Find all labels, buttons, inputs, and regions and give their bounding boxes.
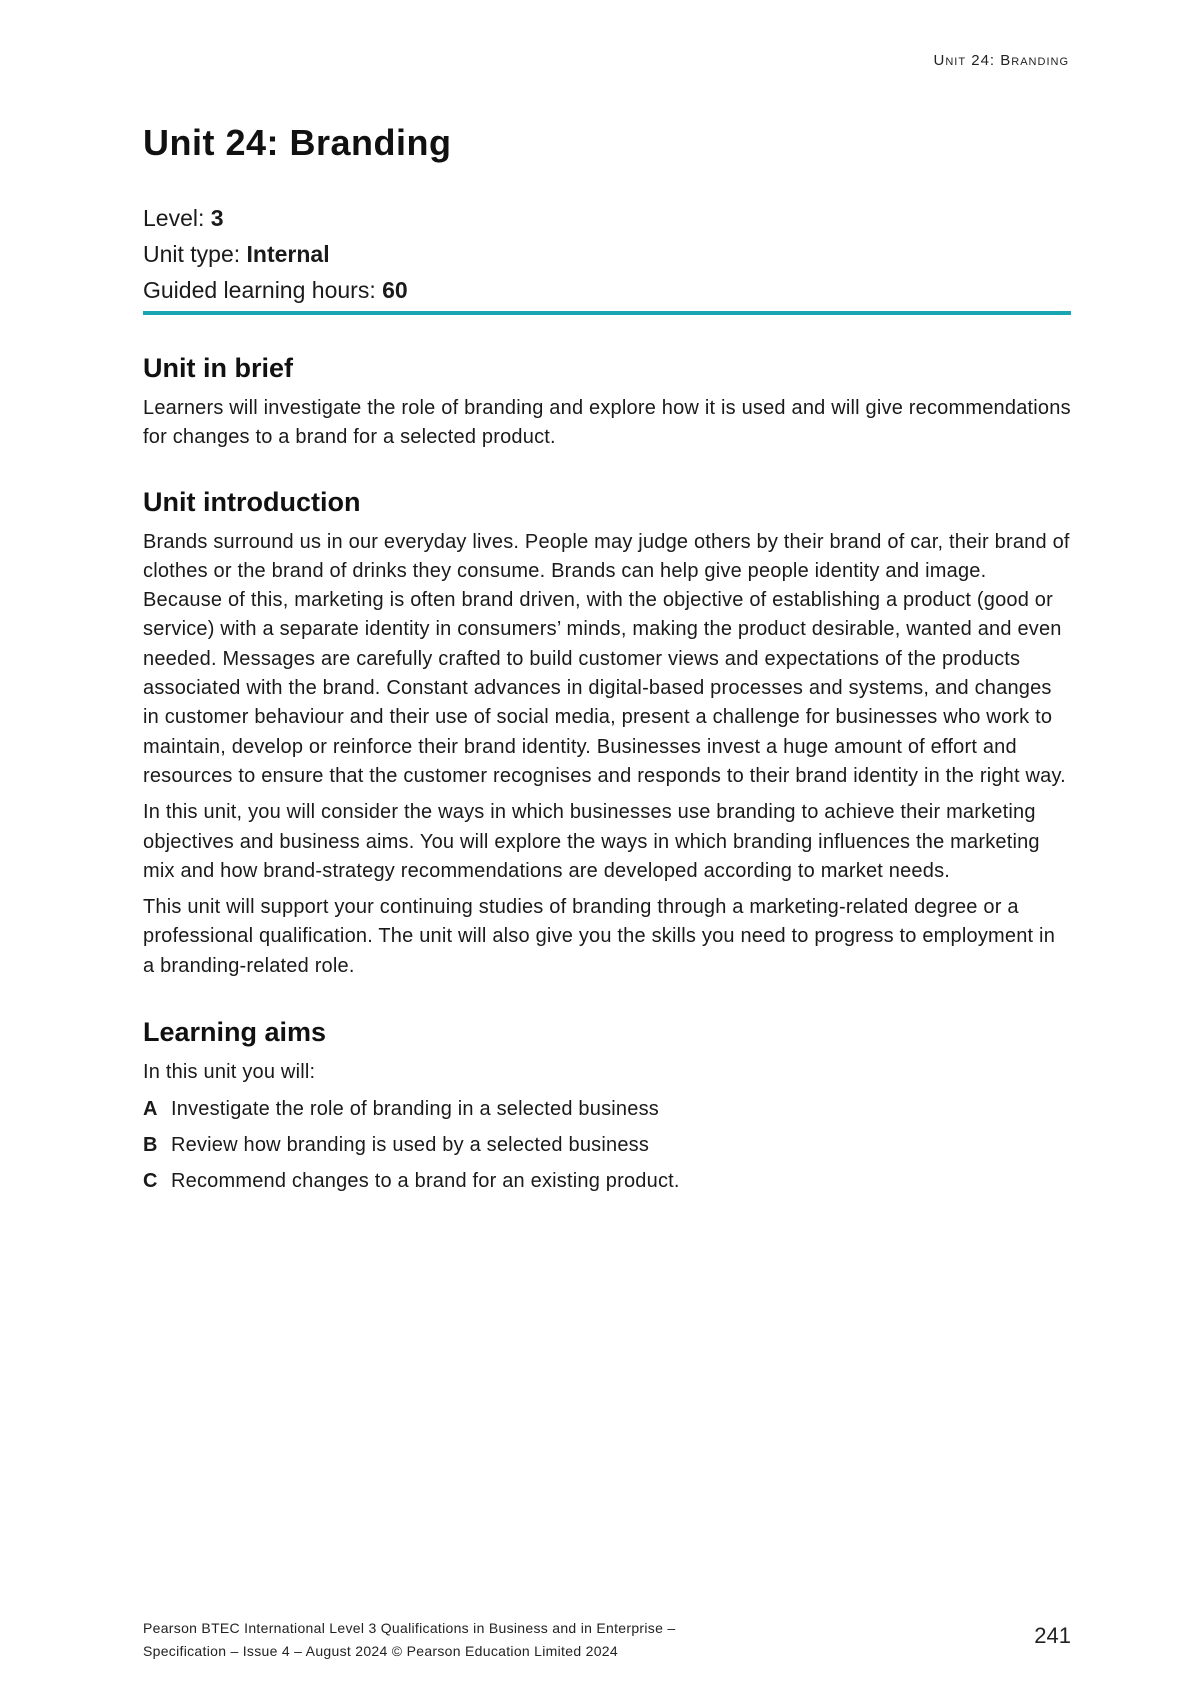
list-item bbox=[143, 1091, 1071, 1127]
section-learning-aims bbox=[143, 1017, 1071, 1199]
section-heading: Learning aims bbox=[143, 1017, 327, 1048]
section-unit-introduction bbox=[143, 487, 1071, 981]
meta-hours-label: Guided learning hours: bbox=[143, 277, 383, 303]
meta-level-value: 3 bbox=[210, 205, 224, 231]
meta-unit-type bbox=[143, 236, 1071, 272]
section-heading: Unit in brief bbox=[143, 353, 293, 383]
footer-line-2: Specification – Issue 4 – August 2024 © Pearson Education Limited 2024 bbox=[143, 1643, 618, 1659]
aims-list bbox=[143, 1091, 1071, 1199]
aim-text: Review how branding is used by a selected business bbox=[171, 1134, 650, 1157]
divider-rule bbox=[143, 311, 1071, 315]
aims-intro: In this unit you will: bbox=[143, 1061, 316, 1084]
aim-text: Investigate the role of branding in a selected business bbox=[171, 1098, 659, 1121]
intro-paragraph-1: Brands surround us in our everyday lives. People may judge others by their brand of car, their brand of clothes or the brand of drinks they consume. Brands can help give people identity and image. Because of this, marketing is often brand driven, with the objective of establishing a product (good or service) with a separate identity in consumers’ minds, making the product desirable, wanted and even needed. Messages are carefully crafted to build customer views and expectations of the products associated with the brand. Constant advances in digital-based processes and systems, and changes in customer behaviour and their use of social media, present a challenge for businesses who work to maintain, develop or reinforce their brand identity. Businesses invest a huge amount of effort and resources to ensure that the customer recognises and responds to their brand identity in the right way. bbox=[143, 530, 1070, 787]
intro-paragraph-3: This unit will support your continuing studies of branding through a marketing-related degree or a professional qualification. The unit will also give you the skills you need to progress to employment in a branding-related role. bbox=[143, 896, 1056, 977]
page-title: Unit 24: Branding bbox=[143, 122, 452, 163]
aim-text: Recommend changes to a brand for an existing product. bbox=[171, 1170, 680, 1193]
aim-letter: A bbox=[143, 1098, 158, 1121]
aim-letter: B bbox=[143, 1134, 158, 1157]
aim-letter: C bbox=[143, 1170, 158, 1193]
section-heading: Unit introduction bbox=[143, 486, 361, 517]
page-footer bbox=[143, 1617, 1071, 1663]
meta-hours-value: 60 bbox=[382, 277, 408, 303]
list-item bbox=[143, 1127, 1071, 1163]
meta-level bbox=[143, 200, 1071, 236]
meta-hours bbox=[143, 272, 1071, 308]
section-unit-in-brief bbox=[143, 353, 1071, 453]
running-header: Unit 24: Branding bbox=[933, 52, 1069, 69]
list-item bbox=[143, 1163, 1071, 1199]
meta-unit-type-value: Internal bbox=[246, 241, 330, 267]
brief-paragraph: Learners will investigate the role of branding and explore how it is used and will give recommendations for changes to a brand for a selected product. bbox=[143, 397, 1071, 449]
meta-unit-type-label: Unit type: bbox=[143, 241, 247, 267]
page-content bbox=[143, 122, 1071, 1199]
intro-paragraph-2: In this unit, you will consider the ways in which businesses use branding to achieve their marketing objectives and business aims. You will explore the ways in which branding influences the marketing mix and how brand-strategy recommendations are developed according to market needs. bbox=[143, 801, 1040, 882]
meta-level-label: Level: bbox=[143, 205, 211, 231]
page-number: 241 bbox=[1034, 1623, 1071, 1648]
unit-meta bbox=[143, 200, 1071, 308]
footer-line-1: Pearson BTEC International Level 3 Qualifications in Business and in Enterprise – bbox=[143, 1620, 676, 1636]
